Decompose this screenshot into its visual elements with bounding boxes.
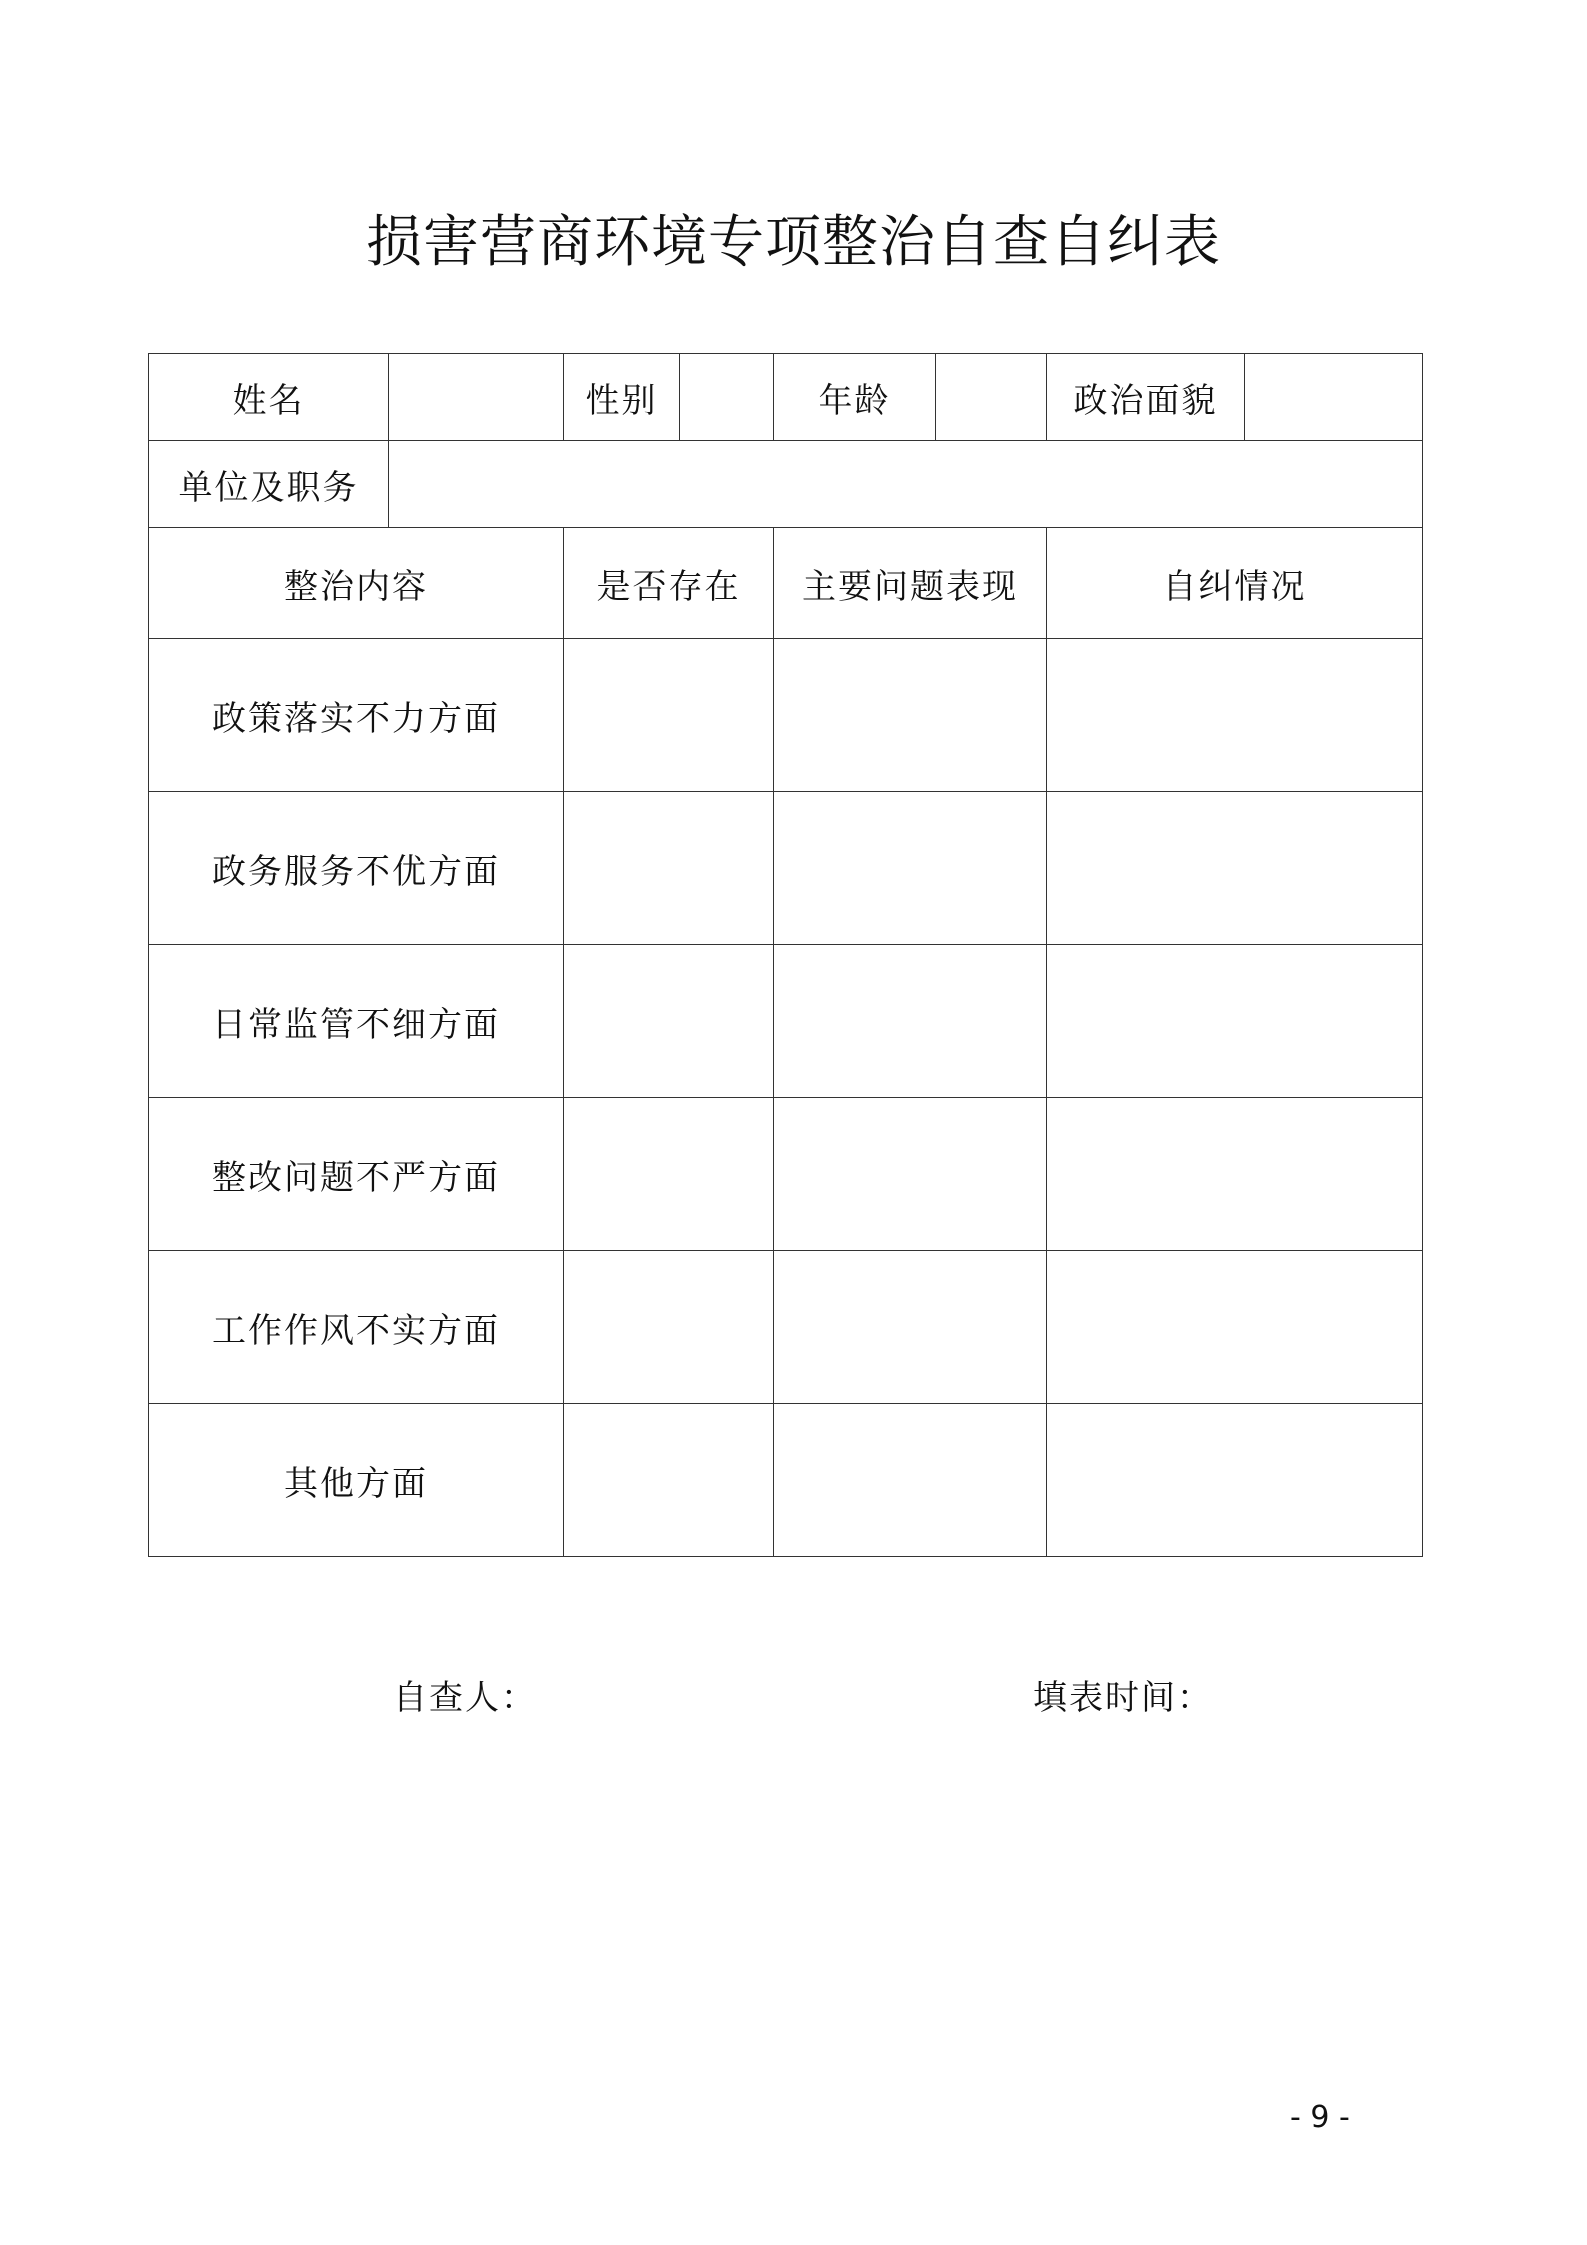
row-label-work-style: 工作作风不实方面 [149,1251,564,1404]
exists-cell[interactable] [564,792,774,945]
problems-cell[interactable] [774,1404,1047,1557]
column-header-row [149,528,1423,639]
page-number: - 9 - [1290,2100,1350,2135]
table-row [149,1098,1423,1251]
table-row [149,945,1423,1098]
row-label-other: 其他方面 [149,1404,564,1557]
correction-cell[interactable] [1047,792,1423,945]
political-status-field[interactable] [1245,354,1423,441]
problems-cell[interactable] [774,639,1047,792]
exists-cell[interactable] [564,1404,774,1557]
personal-info-row [149,354,1423,441]
correction-cell[interactable] [1047,1251,1423,1404]
fill-date-label: 填表时间： [1033,1678,1213,1718]
column-header-problems: 主要问题表现 [774,528,1047,639]
table-row [149,1251,1423,1404]
age-field[interactable] [936,354,1047,441]
column-header-content: 整治内容 [149,528,564,639]
correction-cell[interactable] [1047,639,1423,792]
self-check-form-table [148,353,1423,1557]
name-label: 姓名 [149,354,389,441]
column-header-exists: 是否存在 [564,528,774,639]
column-header-correction: 自纠情况 [1047,528,1423,639]
exists-cell[interactable] [564,1098,774,1251]
exists-cell[interactable] [564,1251,774,1404]
age-label: 年龄 [774,354,936,441]
name-field[interactable] [389,354,564,441]
unit-position-field[interactable] [389,441,1423,528]
problems-cell[interactable] [774,945,1047,1098]
exists-cell[interactable] [564,639,774,792]
correction-cell[interactable] [1047,945,1423,1098]
row-label-rectification: 整改问题不严方面 [149,1098,564,1251]
row-label-policy: 政策落实不力方面 [149,639,564,792]
inspector-label: 自查人： [393,1678,537,1718]
problems-cell[interactable] [774,1251,1047,1404]
correction-cell[interactable] [1047,1404,1423,1557]
gender-field[interactable] [680,354,774,441]
table-row [149,792,1423,945]
gender-label: 性别 [564,354,680,441]
table-row [149,1404,1423,1557]
unit-position-label: 单位及职务 [149,441,389,528]
correction-cell[interactable] [1047,1098,1423,1251]
row-label-supervision: 日常监管不细方面 [149,945,564,1098]
row-label-service: 政务服务不优方面 [149,792,564,945]
problems-cell[interactable] [774,792,1047,945]
exists-cell[interactable] [564,945,774,1098]
political-status-label: 政治面貌 [1047,354,1245,441]
problems-cell[interactable] [774,1098,1047,1251]
document-title: 损害营商环境专项整治自查自纠表 [366,210,1221,275]
unit-position-row [149,441,1423,528]
table-row [149,639,1423,792]
